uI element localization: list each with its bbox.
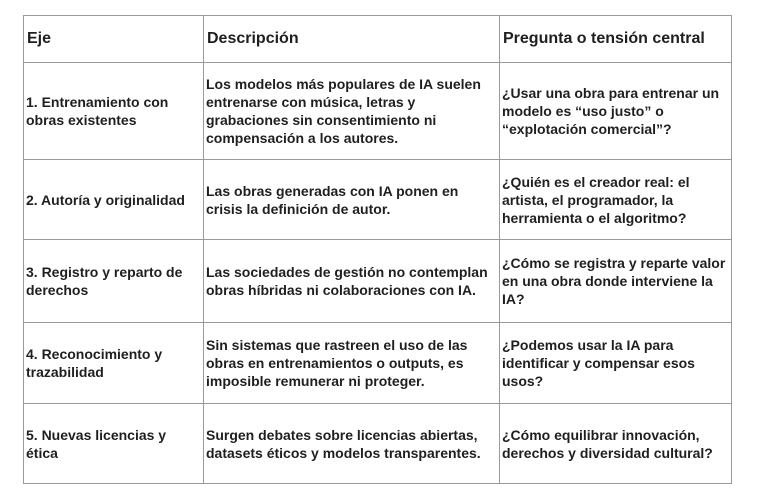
header-eje: Eje bbox=[24, 16, 204, 63]
table-row bbox=[24, 323, 732, 404]
cell-descripcion: Sin sistemas que rastreen el uso de las obras en entrenamientos o outputs, es imposible remunerar ni proteger. bbox=[204, 323, 500, 404]
cell-pregunta: ¿Quién es el creador real: el artista, el programador, la herramienta o el algoritmo? bbox=[500, 160, 732, 240]
cell-descripcion: Las obras generadas con IA ponen en crisis la definición de autor. bbox=[204, 160, 500, 240]
cell-eje: 3. Registro y reparto de derechos bbox=[24, 240, 204, 323]
header-descripcion: Descripción bbox=[204, 16, 500, 63]
table-row bbox=[24, 404, 732, 484]
cell-eje: 4. Reconocimiento y trazabilidad bbox=[24, 323, 204, 404]
cell-pregunta: ¿Usar una obra para entrenar un modelo es “uso justo” o “explotación comercial”? bbox=[500, 63, 732, 160]
cell-descripcion: Las sociedades de gestión no contemplan obras híbridas ni colaboraciones con IA. bbox=[204, 240, 500, 323]
cell-eje: 5. Nuevas licencias y ética bbox=[24, 404, 204, 484]
table-row bbox=[24, 240, 732, 323]
cell-pregunta: ¿Podemos usar la IA para identificar y compensar esos usos? bbox=[500, 323, 732, 404]
table-row bbox=[24, 160, 732, 240]
table-row bbox=[24, 63, 732, 160]
cell-pregunta: ¿Cómo equilibrar innovación, derechos y diversidad cultural? bbox=[500, 404, 732, 484]
cell-descripcion: Los modelos más populares de IA suelen entrenarse con música, letras y grabaciones sin consentimiento ni compensación a los autores. bbox=[204, 63, 500, 160]
ai-rights-table bbox=[23, 15, 732, 484]
cell-eje: 2. Autoría y originalidad bbox=[24, 160, 204, 240]
cell-descripcion: Surgen debates sobre licencias abiertas, datasets éticos y modelos transparentes. bbox=[204, 404, 500, 484]
header-pregunta: Pregunta o tensión central bbox=[500, 16, 732, 63]
table-header-row bbox=[24, 16, 732, 63]
cell-pregunta: ¿Cómo se registra y reparte valor en una obra donde interviene la IA? bbox=[500, 240, 732, 323]
cell-eje: 1. Entrenamiento con obras existentes bbox=[24, 63, 204, 160]
